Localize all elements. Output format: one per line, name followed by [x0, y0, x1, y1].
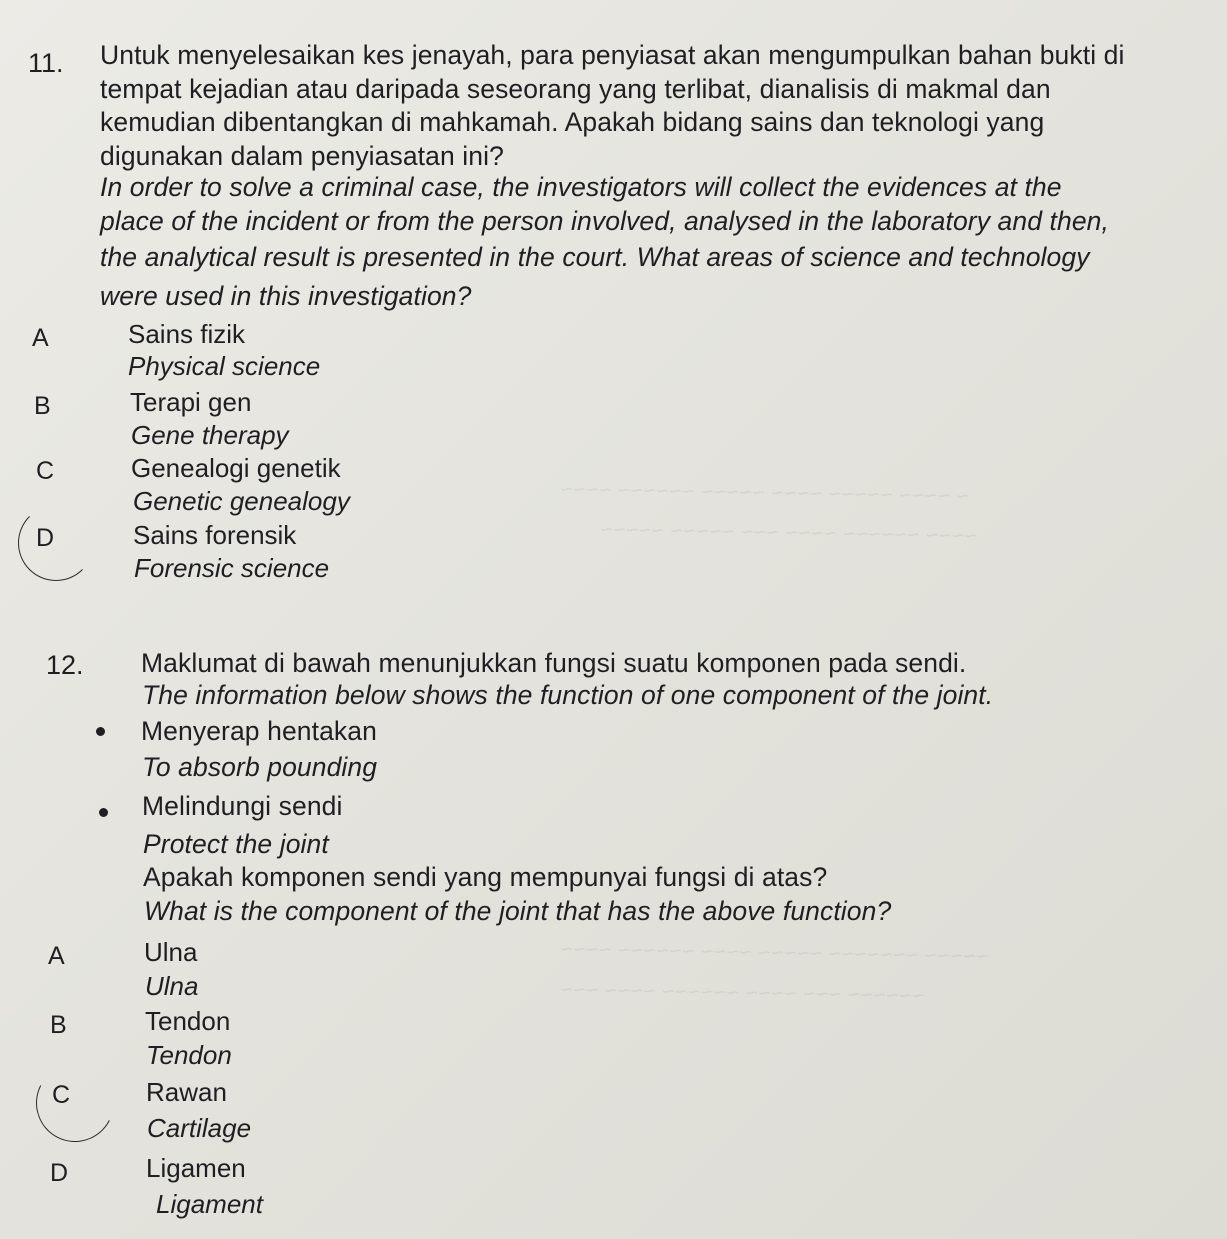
option-text-english: Ulna — [145, 971, 199, 1001]
info-text-malay: Menyerap hentakan — [141, 716, 377, 746]
option-text-malay: Sains fizik — [128, 319, 246, 349]
option-letter: C — [36, 457, 55, 485]
question-text-malay: tempat kejadian atau daripada seseorang yang terlibat, dianalisis di makmal dan — [100, 74, 1051, 104]
bullet-icon — [96, 727, 105, 736]
option-letter: B — [50, 1011, 67, 1039]
option-text-english: Physical science — [128, 351, 321, 381]
question-number: 12. — [46, 650, 84, 680]
question-text-english: the analytical result is presented in the court. What areas of science and technology — [100, 242, 1090, 272]
option-text-english: Cartilage — [147, 1113, 252, 1143]
option-text-english: Genetic genealogy — [133, 486, 350, 516]
option-text-english: Gene therapy — [131, 420, 289, 450]
question-intro-malay: Maklumat di bawah menunjukkan fungsi suatu komponen pada sendi. — [141, 648, 967, 678]
pencil-circle-mark — [26, 1054, 124, 1152]
question-number: 11. — [28, 48, 64, 78]
pencil-circle-mark — [18, 505, 94, 581]
info-text-english: To absorb pounding — [142, 752, 378, 782]
question-text-english: In order to solve a criminal case, the investigators will collect the evidences at the — [100, 172, 1062, 202]
question-text-malay: digunakan dalam penyiasatan ini? — [100, 141, 504, 171]
question-text-malay: kemudian dibentangkan di mahkamah. Apakah bidang sains dan teknologi yang — [100, 107, 1045, 137]
option-letter: D — [36, 524, 55, 552]
info-text-english: Protect the joint — [143, 829, 329, 859]
option-letter: C — [52, 1081, 71, 1109]
bullet-icon — [99, 808, 108, 817]
question-text-malay: Untuk menyelesaikan kes jenayah, para penyiasat akan mengumpulkan bahan bukti di — [100, 40, 1125, 70]
option-letter: A — [48, 942, 65, 970]
question-intro-english: The information below shows the function of one component of the joint. — [142, 680, 994, 710]
question-text-english: were used in this investigation? — [100, 281, 472, 311]
option-text-malay: Genealogi genetik — [131, 453, 341, 483]
show-through-texture: ~~~~~ ~~~~~~~ ~~~~~ ~~~~ ~~~~~~ ~~~~ — [559, 936, 990, 969]
question-text-english: place of the incident or from the person involved, analysed in the laboratory and then, — [100, 206, 1109, 236]
option-text-malay: Rawan — [146, 1077, 227, 1107]
option-letter: A — [32, 324, 49, 352]
question-text-malay: Apakah komponen sendi yang mempunyai fungsi di atas? — [143, 862, 828, 892]
show-through-texture: ~ ~~~~ ~~~~~ ~~~~ ~~~~~ ~~~~~~ ~~~~ — [559, 476, 970, 509]
option-text-malay: Ulna — [144, 937, 198, 967]
option-text-english: Tendon — [146, 1040, 232, 1070]
option-text-malay: Tendon — [145, 1006, 231, 1036]
question-text-english: What is the component of the joint that has the above function? — [144, 896, 892, 926]
option-text-english: Ligament — [156, 1189, 263, 1219]
show-through-texture: ~~~~~~ ~~~ ~~~~ ~~~~~~ ~~~~ ~~~ — [559, 976, 925, 1009]
option-text-malay: Terapi gen — [130, 387, 252, 417]
option-text-malay: Ligamen — [146, 1153, 246, 1183]
show-through-texture: ~~~~ ~~~~~~ ~~~~ ~~~ ~~~~~ ~~~~~ — [599, 516, 978, 549]
info-text-malay: Melindungi sendi — [142, 791, 343, 821]
option-letter: B — [34, 392, 51, 420]
option-text-english: Forensic science — [134, 553, 330, 583]
option-text-malay: Sains forensik — [133, 520, 297, 550]
option-letter: D — [50, 1159, 69, 1187]
